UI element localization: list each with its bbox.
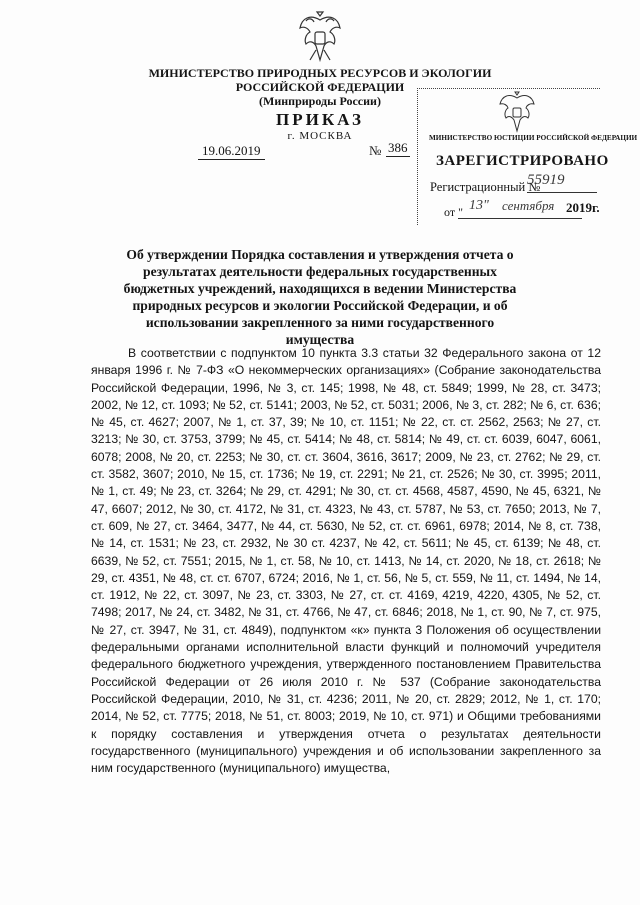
document-city: г. МОСКВА bbox=[287, 130, 353, 142]
document-number: 386 bbox=[388, 140, 408, 155]
document-body-paragraph: В соответствии с подпунктом 10 пункта 3.3 статьи 32 Федерального закона от 12 января 1996 г. № 7-ФЗ «О некоммерческих организациях» (Собрание законодательства Российской Федерации, 1996, № 3, ст. 145; 1998, № 48, ст. 5849; 1999, № 28, ст. 3473; 2002, № 12, ст. 1093; № 52, ст. 5141; 2003, № 52, ст. 5031; 2006, № 3, ст. 282; № 6, ст. 636; № 45, ст. 4627; 2007, № 1, ст. 37, 39; № 10, ст. 1151; № 22, ст. ст. 2562, 2563; № 27, ст. 3213; № 30, ст. 3753, 3799; № 45, ст. 5414; № 48, ст. 5814; № 49, ст. ст. 6039, 6047, 6061, 6078; 2008, № 20, ст. 2253; № 30, ст. ст. 3604, 3616, 3617; 2009, № 23, ст. 2762; № 29, ст. ст. 3582, 3607; 2010, № 15, ст. 1736; № 19, ст. 2291; № 21, ст. 2526; № 30, ст. 3995; 2011, № 1, ст. 49; № 23, ст. 3264; № 29, ст. 4291; № 30, ст. ст. 4568, 4587, 4590, № 45, 6321, № 47, 6607; 2012, № 30, ст. 4172, № 31, ст. 4323, № 43, ст. 5787, № 53, ст. 7650; 2013, № 7, ст. 609, № 27, ст. 3464, 3477, № 44, ст. 5630, № 52, ст. ст. 6961, 6978; 2014, № 8, ст. 738, № 14, ст. 1531; № 23, ст. 2932, № 30 ст. 4237, № 42, ст. 5611; № 45, ст. 6139; № 48, ст. 6639, № 52, ст. 7551; 2015, № 1, ст. 58, № 10, ст. 1413, № 14, ст. 2020, № 18, ст. 2618; № 29, ст. 4351, № 48, ст. ст. 6707, 6724; 2016, № 1, ст. 56, № 5, ст. 559, № 11, ст. 1494, № 14, ст. 1912, № 22, ст. 3097, № 23, ст. 3303, № 27, ст. ст. 4169, 4219, 4220, 4305, № 52, ст. 7498; 2017, № 24, ст. 3482, № 31, ст. 4766, № 47, ст. 6846; 2018, № 1, ст. 90, № 7, ст. 975, № 27, ст. 3947, № 31, ст. 4849), подпунктом «к» пункта 3 Положения об осуществлении федеральными органами исполнительной власти функций и полномочий учредителя федерального бюджетного учреждения, утвержденного постановлением Правительства Российской Федерации от 26 июля 2010 г. № 537 (Собрание законодательства Российской Федерации, 2010, № 31, ст. 4236; 2011, № 20, ст. 2829; 2012, № 1, ст. 170; 2014, № 52, ст. 7775; 2018, № 51, ст. 8003; 2019, № 10, ст. 971) и Общими требованиями к порядку составления и утверждения отчета о результатах деятельности государственного (муниципального) учреждения и об использовании закрепленного за ним государственного (муниципального) имущества, bbox=[91, 346, 601, 776]
ministry-short-name: (Минприроды России) bbox=[259, 94, 381, 108]
stamp-date-underline bbox=[458, 218, 582, 219]
stamp-reg-number-underline bbox=[527, 192, 597, 193]
stamp-ministry-name: МИНИСТЕРСТВО ЮСТИЦИИ РОССИЙСКОЙ ФЕДЕРАЦИИ bbox=[429, 134, 638, 142]
document-number-sign: № bbox=[369, 143, 382, 158]
stamp-date-prefix: от " bbox=[444, 205, 463, 219]
coat-of-arms-icon bbox=[296, 10, 344, 66]
stamp-reg-number-label: Регистрационный № bbox=[430, 180, 541, 194]
stamp-date-year: 2019г. bbox=[566, 200, 600, 215]
ministry-line-1: МИНИСТЕРСТВО ПРИРОДНЫХ РЕСУРСОВ И ЭКОЛОГИИ bbox=[148, 66, 492, 80]
document-title: Об утверждении Порядка составления и утверждения отчета о результатах деятельности федеральных государственных бюджетных учреждений, находящихся в ведении Министерства природных ресурсов и экологии Российской Федерации, и об использовании закрепленного за ними государственного имущества bbox=[123, 247, 517, 347]
document-type: ПРИКАЗ bbox=[276, 110, 364, 129]
stamp-date-day: 13" bbox=[469, 198, 489, 213]
stamp-date-month: сентября bbox=[502, 198, 555, 213]
stamp-registered-label: ЗАРЕГИСТРИРОВАНО bbox=[436, 153, 609, 169]
ministry-line-2: РОССИЙСКОЙ ФЕДЕРАЦИИ bbox=[235, 80, 405, 94]
stamp-reg-number-value: 55919 bbox=[527, 172, 565, 188]
stamp-coat-of-arms-icon bbox=[497, 90, 537, 134]
document-date: 19.06.2019 bbox=[198, 143, 265, 160]
